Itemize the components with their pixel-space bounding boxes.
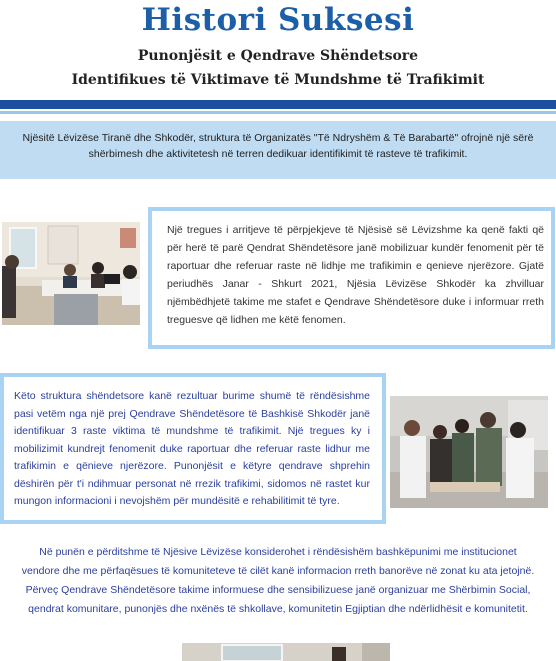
header-band-light: [0, 111, 556, 114]
section-1-text: Një tregues i arritjeve të përpjekjeve të Njësisë së Lëvizshme ka qenë fakti që për herë të parë Qendrat Shëndetësore janë mobilizuar kundër fenomenit për të raportuar dhe referuar raste në lidhje me trafikimin e qenieve njerëzore. Gjatë periudhës Janar - Shkurt 2021, Njësia Lëvizëse Shkodër ka zhvilluar njëmbëdhjetë takime me stafet e Qendrave Shëndetësore duke i informuar rreth treguesve që lidhen me këtë fenomen.: [167, 224, 544, 326]
closing-paragraph: Në punën e përditshme të Njësive Lëvizëse konsiderohet i rëndësishëm bashkëpunimi me institucionet vendore dhe me përfaqësues të komuniteteve të cilët kanë informacion rreth banorëve në zonat ku ata jetojnë. Përveç Qendrave Shëndetësore takime informuese dhe sensibilizuese janë organizuar me Shërbimin Social, qendrat komunitare, punonjës dhe nxënës të shkollave, komunitetin Egjiptian dhe ndërlidhësit e komunitetit.: [21, 546, 535, 615]
text-box-health-centers: [148, 207, 555, 349]
page-subtitle-line-2: Identifikues të Viktimave të Mundshme të Trafikimit: [71, 72, 485, 88]
meeting-photo: [2, 222, 140, 325]
header-band-dark: [0, 100, 556, 109]
intro-banner: [0, 121, 556, 179]
intro-text: Njësitë Lëvizëse Tiranë dhe Shkodër, struktura të Organizatës "Të Ndryshëm & Të Barabartë" ofrojnë një sërë shërbimesh dhe aktivitetesh në terren dedikuar identifikimit të rasteve të trafikimit.: [22, 132, 534, 160]
text-box-identified-cases: [0, 373, 386, 524]
bottom-photo: [182, 643, 390, 661]
page-title: Histori Suksesi: [141, 2, 415, 38]
page-subtitle-line-1: Punonjësit e Qendrave Shëndetsore: [137, 48, 419, 64]
section-2-text: Këto struktura shëndetsore kanë rezultuar burime shumë të rëndësishme pasi vetëm nga një prej Qendrave Shëndetësore të Bashkisë Shkodër janë identifikuar 3 raste viktima të mundshme të trafikimit. Një tregues ky i mobilizimit kundrejt fenomenit duke raportuar dhe referuar raste lidhur me trafikimin e qënieve njerëzore. Punonjësit e këtyre qendrave shprehin dëshirën për t'i ndihmuar personat në rrezik trafikimi, sidomos në rastet kur mungon informacioni i nevojshëm për mundësitë e rehabilitimit të tyre.: [14, 390, 370, 507]
health-workers-photo: [390, 396, 548, 508]
